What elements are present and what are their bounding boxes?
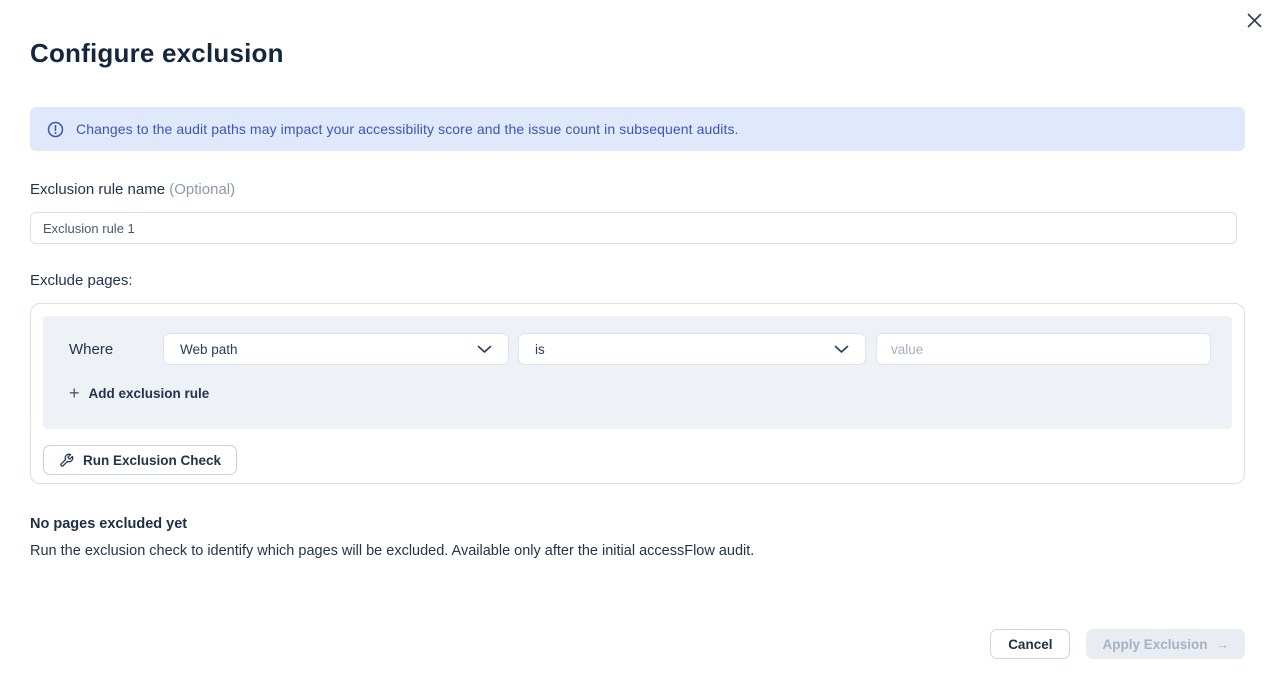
- arrow-right-icon: →: [1215, 636, 1229, 652]
- apply-exclusion-button[interactable]: [1086, 629, 1245, 659]
- empty-state-description: Run the exclusion check to identify which pages will be excluded. Available only after the initial accessFlow audit.: [30, 543, 755, 559]
- cancel-button[interactable]: Cancel: [990, 629, 1070, 659]
- info-icon: [47, 121, 64, 138]
- exclusion-rule-card: [30, 303, 1245, 484]
- rule-row: [69, 333, 1211, 365]
- empty-state-title: No pages excluded yet: [30, 516, 188, 532]
- operator-select-value: is: [535, 341, 545, 357]
- rule-builder-panel: [43, 316, 1232, 429]
- operator-select[interactable]: [518, 333, 866, 365]
- modal-footer: [30, 629, 1245, 659]
- chevron-down-icon: [834, 345, 849, 354]
- add-exclusion-rule-button[interactable]: [69, 385, 209, 401]
- run-exclusion-check-button[interactable]: [43, 445, 237, 475]
- where-label: Where: [69, 340, 114, 358]
- exclude-pages-label: Exclude pages:: [30, 272, 133, 289]
- wrench-icon: [59, 453, 74, 468]
- chevron-down-icon: [477, 345, 492, 354]
- apply-exclusion-label: Apply Exclusion: [1102, 636, 1208, 652]
- optional-hint: (Optional): [169, 181, 236, 198]
- run-exclusion-check-label: Run Exclusion Check: [83, 452, 222, 468]
- field-select-value: Web path: [180, 341, 238, 357]
- add-exclusion-rule-label: Add exclusion rule: [88, 385, 210, 401]
- plus-icon: +: [69, 383, 80, 403]
- page-title: Configure exclusion: [30, 38, 284, 68]
- info-banner: [30, 107, 1245, 151]
- field-select[interactable]: [163, 333, 509, 365]
- info-banner-text: Changes to the audit paths may impact your accessibility score and the issue count in subsequent audits.: [76, 121, 739, 137]
- close-button[interactable]: [1243, 9, 1265, 31]
- rule-name-label: Exclusion rule name (Optional): [30, 181, 236, 198]
- rule-name-input[interactable]: [30, 212, 1237, 244]
- rule-value-input[interactable]: [876, 333, 1211, 365]
- close-icon: [1246, 12, 1263, 29]
